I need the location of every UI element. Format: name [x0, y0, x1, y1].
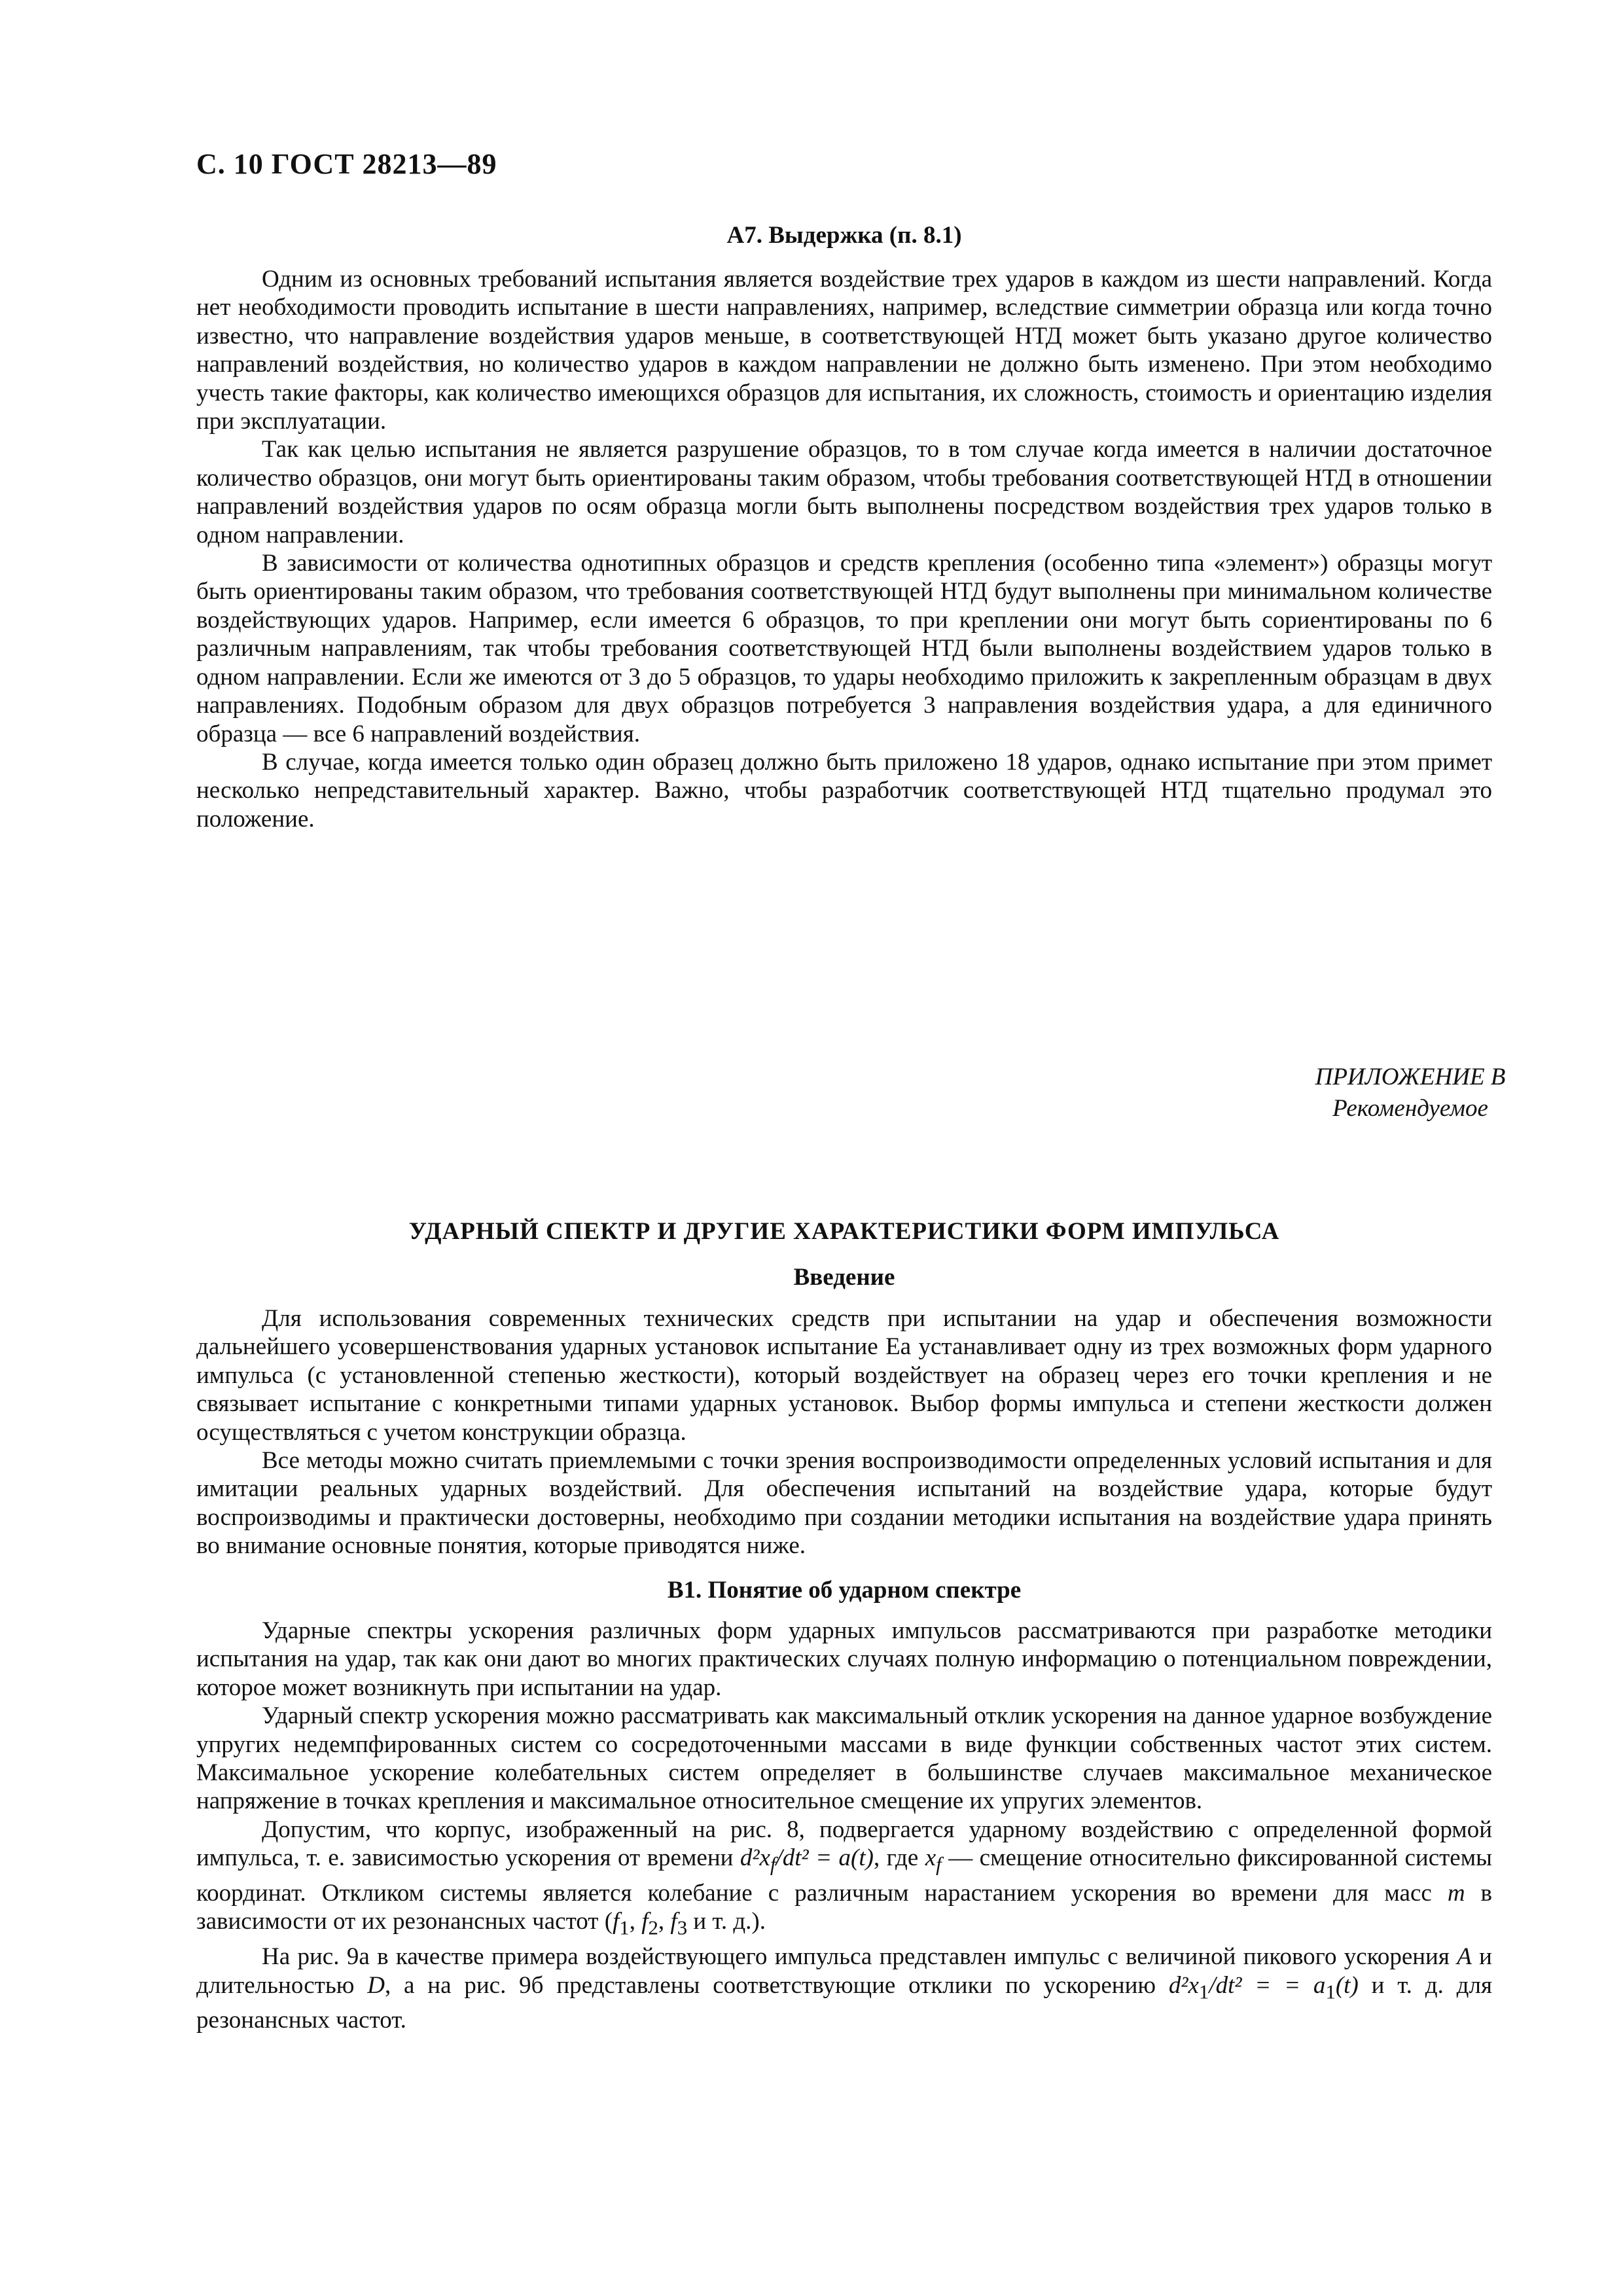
section-a7-title: А7. Выдержка (п. 8.1) — [726, 222, 962, 249]
section-b1-body — [196, 1617, 1492, 2035]
paragraph: Одним из основных требований испытания является воздействие трех ударов в каждом из шести направлений. Когда нет необходимости проводить испытание в шести направлениях, например, вследствие симметрии образца или когда точно известно, что направление воздействия ударов меньше, в соответствующей НТД может быть указано другое количество направлений воздействия, но количество ударов в каждом направлении не должно быть изменено. При этом необходимо учесть такие факторы, как количество имеющихся образцов для испытания, их сложность, стоимость и ориентацию изделия при эксплуатации. — [196, 266, 1492, 435]
page-header: С. 10 ГОСТ 28213—89 — [196, 148, 497, 180]
formula: m — [1447, 1880, 1465, 1907]
paragraph: Ударный спектр ускорения можно рассматривать как максимальный отклик ускорения на данное ударное возбуждение упругих недемпфированных систем со сосредоточенными массами в виде функции собственных частот этих систем. Максимальное ускорение колебательных систем определяет в большинстве случаев максимальное механическое напряжение в точках крепления и максимальное относительное смещение их упругих элементов. — [196, 1702, 1492, 1815]
paragraph: В зависимости от количества однотипных образцов и средств крепления (особенно типа «элемент») образцы могут быть ориентированы таким образом, что требования соответствующей НТД будут выполнены при минимальном количестве воздействующих ударов. Например, если имеется 6 образцов, то при креплении они могут быть сориентированы по 6 различным направлениям, так чтобы требования соответствующей НТД были выполнены воздействием ударов только в одном направлении. Если же имеются от 3 до 5 образцов, то удары необходимо приложить к закрепленным образцам в двух направлениях. Подобным образом для двух образцов потребуется 3 направления воздействия удара, а для единичного образца — все 6 направлений воздействия. — [196, 550, 1492, 747]
appendix-label-block — [1279, 1062, 1541, 1124]
formula: /dt² = = a — [1209, 1971, 1326, 1999]
paragraph: В случае, когда имеется только один образец должно быть приложено 18 ударов, однако испытание при этом примет несколько непредставительный характер. Важно, чтобы разработчик соответствующей НТД тщательно продумал это положение. — [196, 748, 1492, 833]
paragraph: На рис. 9а в качестве примера воздействующего импульса представлен импульс с величиной пикового ускорения A и длительностью D, а на рис. 9б представлены соответствующие отклики по ускорению $d^2x_1$/dt² = = $a_1(t)$ и т. д. для резонансных частот. — [196, 1943, 1492, 2034]
paragraph: Так как целью испытания не является разрушение образцов, то в том случае когда имеется в наличии достаточное количество образцов, они могут быть ориентированы таким образом, чтобы требования соответствующей НТД в отношении направлений воздействия ударов по осям образца могли быть выполнены посредством воздействия трех ударов только в одном направлении. — [196, 436, 1492, 548]
appendix-status: Рекомендуемое — [1332, 1095, 1488, 1122]
paragraph: Ударные спектры ускорения различных форм ударных импульсов рассматриваются при разработке методики испытания на удар, так как они дают во многих практических случаях полную информацию о потенциальном повреждении, которое может возникнуть при испытании на удар. — [196, 1617, 1492, 1701]
formula: d²x — [1168, 1971, 1199, 1999]
paragraph: Все методы можно считать приемлемыми с точки зрения воспроизводимости определенных условий испытания и для имитации реальных ударных воздействий. Для обеспечения испытаний на воздействие удара, которые будут воспроизводимы и практически достоверны, необходимо при создании методики испытания на воздействие удара принять во внимание основные понятия, которые приводятся ниже. — [196, 1447, 1492, 1560]
section-b1-title: В1. Понятие об ударном спектре — [667, 1577, 1022, 1604]
introduction-body — [196, 1304, 1492, 1560]
introduction-title: Введение — [793, 1264, 895, 1291]
main-title: УДАРНЫЙ СПЕКТР И ДРУГИЕ ХАРАКТЕРИСТИКИ ФОРМ ИМПУЛЬСА — [408, 1218, 1280, 1245]
paragraph: Для использования современных технических средств при испытании на удар и обеспечения возможности дальнейшего усовершенствования ударных установок испытание Еа устанавливает одну из трех возможных форм ударного импульса (с установленной степенью жесткости), который воздействует на образец через его точки крепления и не связывает испытание с конкретными типами ударных установок. Выбор формы импульса и степени жесткости должен осуществляться с учетом конструкции образца. — [196, 1305, 1492, 1446]
formula: d²x — [740, 1844, 770, 1872]
paragraph: Допустим, что корпус, изображенный на рис. 8, подвергается ударному воздействию с определенной формой импульса, т. е. зависимостью ускорения от времени $d^2x_f$/dt² = a(t), где $x_f$ — смещение относительно фиксированной системы координат. Откликом системы является колебание с различным нарастанием ускорения во времени для масс m в зависимости от их резонансных частот ($f_1$, $f_2$, $f_3$ и т. д.). — [196, 1816, 1492, 1939]
formula: x — [925, 1844, 936, 1872]
appendix-label: ПРИЛОЖЕНИЕ В — [1315, 1064, 1506, 1090]
formula: /dt² = a(t) — [776, 1844, 874, 1872]
section-a7-body — [196, 265, 1492, 833]
